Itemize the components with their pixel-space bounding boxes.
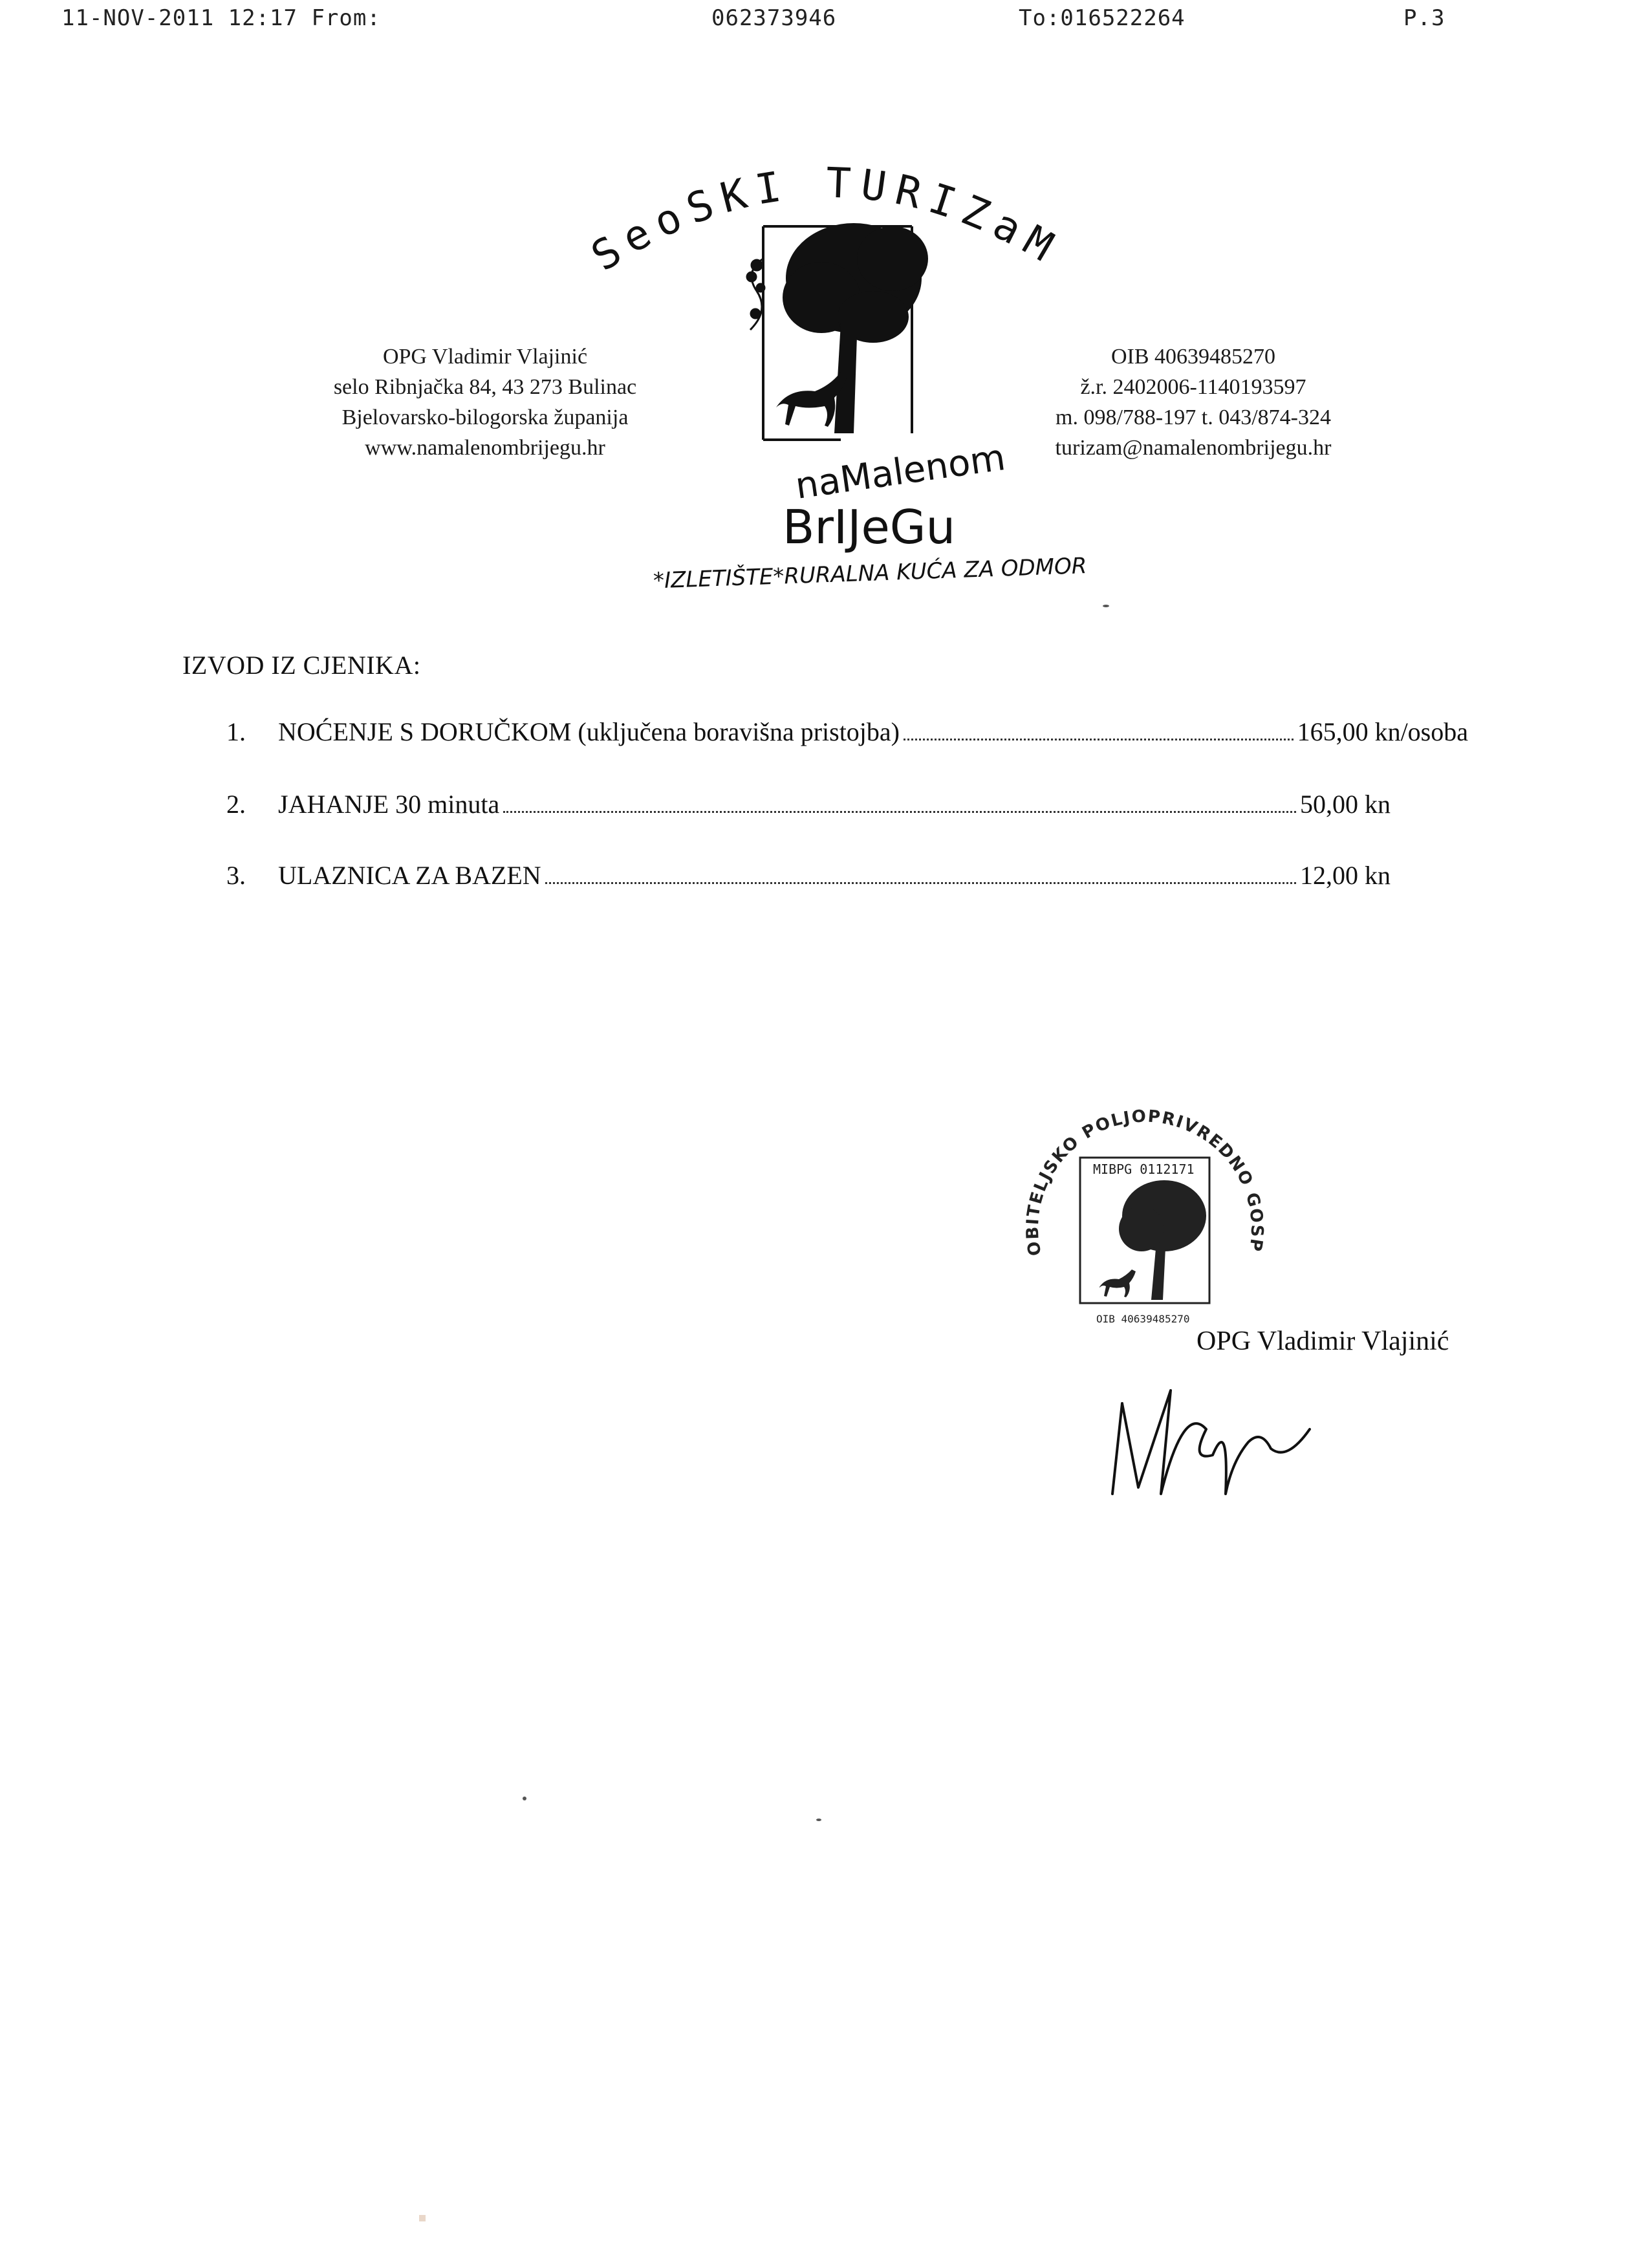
price-item-name: ULAZNICA ZA BAZEN [278, 861, 541, 890]
price-item-number: 1. [226, 717, 246, 746]
fax-page-number: P.3 [1403, 5, 1446, 31]
county-line: Bjelovarsko-bilogorska županija [341, 405, 629, 429]
company-stamp [1009, 1086, 1281, 1358]
bank-account-line: ž.r. 2402006-1140193597 [1080, 375, 1306, 399]
stamp-horse-icon [1099, 1269, 1136, 1297]
contact-left [285, 341, 686, 463]
price-item-value: 165,00 kn/osoba [1297, 717, 1468, 746]
price-item [226, 860, 1391, 891]
fax-datetime: 11-NOV-2011 12:17 From: [61, 5, 381, 31]
email-line: turizam@namalenombrijegu.hr [1055, 436, 1332, 460]
price-item-name: NOĆENJE S DORUČKOM (uključena boravišna pristojba) [278, 717, 900, 746]
fax-to-number: To:016522264 [1019, 5, 1186, 31]
stamp-mibpg: MIBPG 0112171 [1093, 1161, 1195, 1177]
logo-arc-text: SeoSKI TURIZaM [583, 159, 1069, 281]
owner-name: OPG Vladimir Vlajinić [382, 345, 588, 369]
website-line: www.namalenombrijegu.hr [365, 436, 605, 460]
address-line: selo Ribnjačka 84, 43 273 Bulinac [333, 375, 637, 399]
logo-tagline: *IZLETIŠTE*RURALNA KUĆA ZA ODMOR* [653, 552, 1087, 589]
scan-speck [816, 1819, 821, 1821]
price-item [226, 789, 1391, 819]
signature-graphic [1093, 1365, 1326, 1507]
scan-speck [419, 2215, 426, 2221]
oib-line: OIB 40639485270 [1110, 345, 1276, 369]
price-item-value: 50,00 kn [1300, 790, 1391, 819]
logo-name-line1: naMalenom [792, 437, 1008, 508]
grapevine-icon [747, 259, 764, 330]
scan-speck [523, 1797, 526, 1800]
phone-line: m. 098/788-197 t. 043/874-324 [1056, 405, 1331, 429]
price-item-name: JAHANJE 30 minuta [278, 790, 500, 819]
scan-speck [1103, 605, 1109, 607]
signer-name: OPG Vladimir Vlajinić [1196, 1326, 1449, 1356]
fax-from-number: 062373946 [711, 5, 837, 31]
price-item-number: 3. [226, 861, 246, 890]
leader-dots [904, 738, 1294, 740]
contact-right [990, 341, 1397, 463]
stamp-ring-text: OBITELJSKO POLJOPRIVREDNO GOSP [1023, 1107, 1267, 1258]
price-item [226, 717, 1468, 747]
price-item-value: 12,00 kn [1300, 861, 1391, 890]
price-list-heading: IZVOD IZ CJENIKA: [182, 651, 421, 680]
stamp-tree-icon [1119, 1180, 1206, 1300]
leader-dots [545, 881, 1296, 884]
handwritten-signature [1093, 1365, 1326, 1507]
price-item-number: 2. [226, 790, 246, 819]
stamp-oib: OIB 40639485270 [1096, 1313, 1190, 1325]
logo-name-line2: BrIJeGu [783, 500, 956, 554]
leader-dots [503, 810, 1296, 813]
stamp-graphic [1009, 1086, 1281, 1358]
